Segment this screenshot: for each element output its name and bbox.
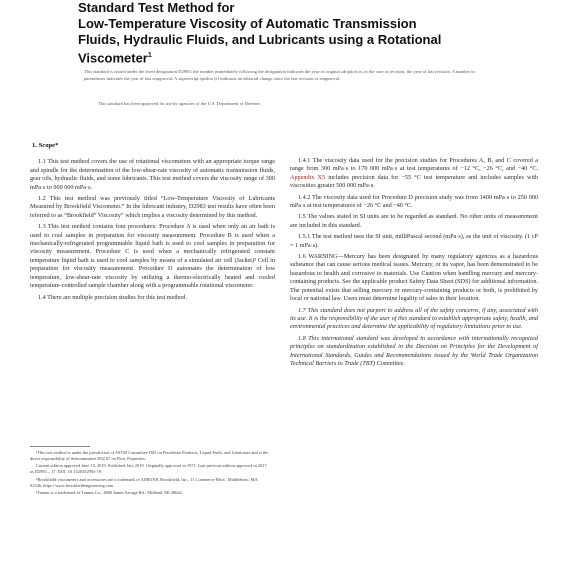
title-line-2: Low-Temperature Viscosity of Automatic Transmission <box>78 16 417 31</box>
paragraph-1-2: 1.2 This test method was previously titled “Low-Temperature Viscosity of Lubricants Measured by Brookfield Viscometer.” In the lubricant industry, D2983 test results have often been referred to as “Brookfield” Viscosity” which implies a viscosity determined by this method. <box>30 195 275 219</box>
appendix-x5-link[interactable]: Appendix X5 <box>290 173 326 181</box>
title-line-1: Standard Test Method for <box>78 0 235 15</box>
paragraph-1-1: 1.1 This test method covers the use of rotational viscometers with an appropriate torque range and spindle for the determination of the low-shear-rate viscosity of automatic transmission fluids, gear oils, hydraulic fluids, and some lubricants. This test method covers the viscosity range of 300 mPa·s to 900 000 mPa·s. <box>30 158 275 191</box>
footnotes <box>30 450 270 497</box>
right-column <box>290 157 538 371</box>
paragraph-1-7: 1.7 This standard does not purport to address all of the safety concerns, if any, associated with its use. It is the responsibility of the user of this standard to establish appropriate safety, health, and environmental practices and determine the applicability of regulatory limitations prior to use. <box>290 306 538 331</box>
dod-approval-note: This standard has been approved for use by agencies of the U.S. Department of Defense. <box>98 101 261 106</box>
document-title <box>78 0 508 66</box>
paragraph-1-4-1-text-b: includes precision data for −55 °C test temperature and includes samples with viscosities greater 500 000 mPa·s. <box>290 173 539 190</box>
footnote-3: ³Tannas is a trademark of Tannas Co., 4800 James Savage Rd., Midland, MI 48642. <box>36 489 183 495</box>
paragraph-1-4-1-text-a: 1.4.1 The viscosity data used for the precision studies for Procedures A, B, and C covered a range from 300 mPa·s to 170 000 mPa·s at test temperatures of −12 °C, −26 °C, and −40 °C. <box>290 157 538 173</box>
paragraph-1-5: 1.5 The values stated in SI units are to be regarded as standard. No other units of measurement are included in this standard. <box>290 213 538 229</box>
paragraph-1-8: 1.8 This international standard was developed in accordance with internationally recognized principles on standardization established in the Decision on Principles for the Development of International Standards, Guides and Recommendations issued by the World Trade Organization Technical Barriers to Trade (TBT) Committee. <box>290 334 538 367</box>
paragraph-1-4-1 <box>290 157 538 191</box>
paragraph-1-6-warning: 1.6 WARNING—Mercury has been designated by many regulatory agencies as a hazardous substance that can cause serious medical issues. Mercury, or its vapor, has been demonstrated to be hazardous to health and corrosive to materials. Use Caution when handling mercury and mercury-containing products. See the applicable product Safety Data Sheet (SDS) for additional information. The potential exists that selling mercury or mercury-containing products or both, is prohibited by local or national law. Users must determine legality of sales in their location. <box>290 253 538 303</box>
paragraph-1-5-1: 1.5.1 The test method uses the SI unit, milliPascal second (mPa·s), as the unit of viscosity. (1 cP = 1 mPa·s). <box>290 233 538 249</box>
footnote-2: ²Brookfield viscometers and accessories are a trademark of AMETEK Brookfield, Inc., 11 Commerce Blvd., Middleboro, MA 02346, https://www.brookfieldengineering.com. <box>30 476 258 488</box>
paragraph-1-4-2: 1.4.2 The viscosity data used for Procedure D precision study was from 1400 mPa·s to 250 000 mPa·s at test temperatures of −26 °C and −40 °C. <box>290 193 538 210</box>
footnote-edition: Current edition approved June 15, 2019. Published July 2019. Originally approved in 1971. Last previous edition approved in 2017 as D2983 – 17. DOI: 10.1520/D2983-19. <box>30 463 267 475</box>
title-footnote-mark: 1 <box>147 52 152 59</box>
section-heading-scope: 1. Scope* <box>32 142 59 149</box>
paragraph-1-3: 1.3 This test method contains four procedures: Procedure A is used when only an air bath is used to cool samples in preparation for viscosity measurement. Procedure B is used when a mechanically-refrigerated programmable liquid bath is used to cool samples in preparation for viscosity measurement. Procedure C is used when a mechanically refrigerated constant temperature liquid bath is used to cool samples by means of a simulated air cell (Jacket)³ Cell in preparation for viscosity measurement. Procedure D automates the determination of low temperature, low-shear-rate viscosity by utilizing a thermo-electrically heated and cooled temperature-controlled sample chamber along with a programmable rotational viscometer. <box>30 223 275 290</box>
paragraph-1-4: 1.4 There are multiple precision studies for this test method. <box>38 293 187 301</box>
title-line-4-text: Viscometer <box>78 50 148 66</box>
title-line-3: Fluids, Hydraulic Fluids, and Lubricants using a Rotational <box>78 32 442 47</box>
left-column <box>30 138 275 305</box>
title-line-4 <box>78 48 508 66</box>
footnote-divider <box>30 446 90 447</box>
footnote-1: ¹This test method is under the jurisdiction of ASTM Committee D02 on Petroleum Products, Liquid Fuels, and Lubricants and is the direct responsibility of Subcommittee D02.07 on Flow Properties. <box>30 450 269 461</box>
designation-notice: This standard is issued under the fixed designation D2983; the number immediately following the designation indicates the year of original adoption or, in the case of revision, the year of last revision. A number in parentheses indicates the year of last reapproval. A superscript epsilon (ε) indicates an editorial change since the last revision or reapproval. <box>84 69 475 81</box>
